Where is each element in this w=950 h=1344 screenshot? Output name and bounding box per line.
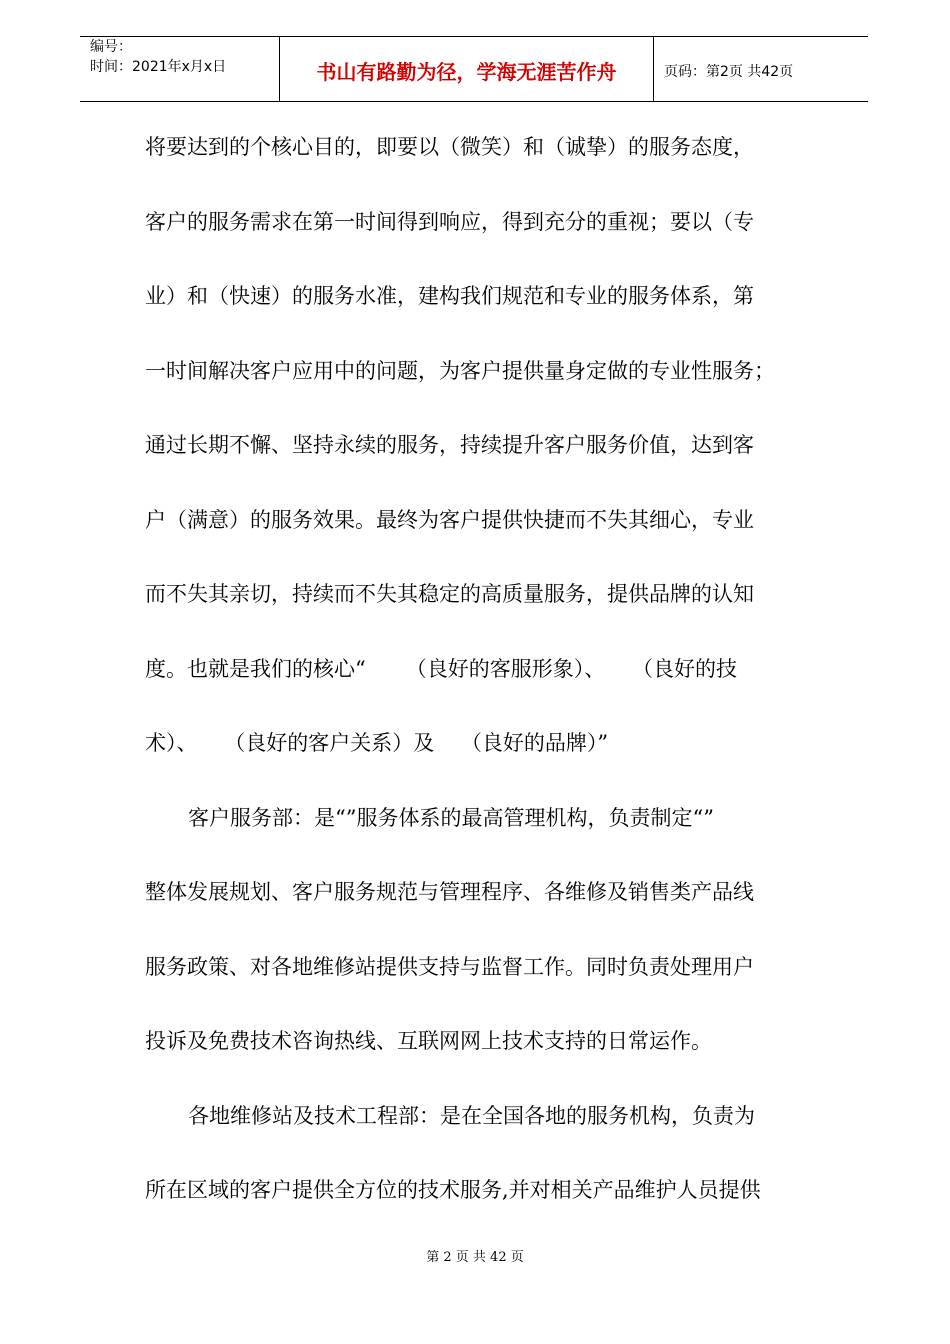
body-line: 业）和（快速）的服务水准，建构我们规范和专业的服务体系，第: [145, 284, 754, 308]
body-line: 通过长期不懈、坚持永续的服务，持续提升客户服务价值，达到客: [145, 433, 754, 457]
body-line: 而不失其亲切，持续而不失其稳定的高质量服务，提供品牌的认知: [145, 582, 754, 606]
body-line-paragraph-start: 客户服务部：是“”服务体系的最高管理机构，负责制定“”: [188, 805, 714, 830]
header-page-info: 页码：第2页 共42页: [664, 64, 794, 80]
header-right-cell: [654, 37, 868, 101]
body-line: 所在区域的客户提供全方位的技术服务,并对相关产品维护人员提供: [145, 1178, 761, 1202]
body-line-paragraph-start: 各地维修站及技术工程部：是在全国各地的服务机构，负责为: [188, 1103, 755, 1128]
header-left-cell: [80, 37, 280, 101]
header-middle-cell: [280, 37, 654, 101]
body-line: 户（满意）的服务效果。最终为客户提供快捷而不失其细心，专业: [145, 507, 754, 532]
page-footer: 第 2 页 共 42 页: [426, 1250, 524, 1265]
header-motto: 书山有路勤为径，学海无涯苦作舟: [316, 60, 617, 84]
serial-number-label: 编号：: [90, 39, 132, 55]
date-label: 时间：2021年x月x日: [90, 59, 227, 75]
body-line: 客户的服务需求在第一时间得到响应，得到充分的重视；要以（专: [145, 209, 754, 234]
document-header: [80, 36, 868, 102]
body-line: 将要达到的个核心目的，即要以（微笑）和（诚挚）的服务态度，: [145, 135, 754, 159]
body-line: 度。也就是我们的核心“ （良好的客服形象）、 （良好的技: [145, 656, 737, 681]
body-line: 整体发展规划、客户服务规范与管理程序、各维修及销售类产品线: [145, 880, 754, 904]
body-line: 一时间解决客户应用中的问题，为客户提供量身定做的专业性服务；: [145, 358, 775, 383]
body-line: 投诉及免费技术咨询热线、互联网网上技术支持的日常运作。: [145, 1029, 712, 1053]
document-body: [145, 130, 810, 1248]
body-line: 术）、 （良好的客户关系）及 （良好的品牌）”: [145, 731, 609, 755]
body-line: 服务政策、对各地维修站提供支持与监督工作。同时负责处理用户: [145, 954, 754, 979]
